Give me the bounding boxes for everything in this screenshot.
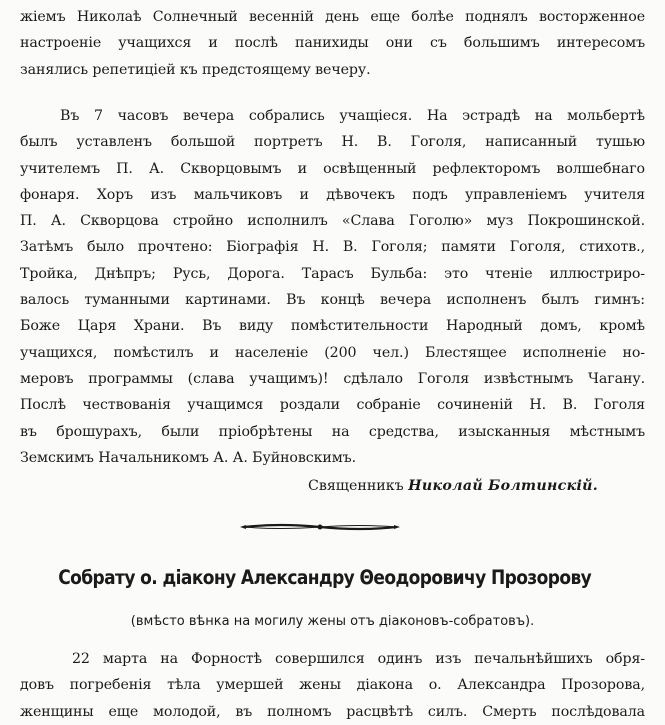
text-line: меровъ программы (слава учащимъ)! сдѣлало Гоголя извѣстнымъ Чагану. — [20, 370, 645, 387]
text-line: былъ уставленъ большой портретъ Н. В. Гоголя, написанный тушью — [20, 134, 645, 151]
text-line: Затѣмъ было прочтено: Біографія Н. В. Гоголя; памяти Гоголя, стихотв., — [20, 239, 645, 256]
text-line: Земскимъ Начальникомъ А. А. Буйновскимъ. — [20, 449, 356, 466]
ornamental-divider-icon — [240, 519, 400, 535]
text-line: валось туманными картинами. Въ концѣ вечера исполненъ былъ гимнъ: — [20, 292, 645, 309]
text-line: 22 марта на Форностѣ совершился одинъ изъ печальнѣйшихъ обря- — [72, 651, 645, 667]
signature-name: Николай Болтинскій. — [408, 478, 599, 494]
text-line: настроеніе учащихся и послѣ панихиды они съ большимъ интересомъ — [20, 35, 645, 52]
signature-title: Священникъ — [308, 478, 404, 494]
article-subheading: (вмѣсто вѣнка на могилу жены отъ діаконовъ-собратовъ). — [130, 614, 535, 629]
text-line: Боже Царя Храни. Въ виду помѣстительности Народный домъ, кромѣ — [20, 318, 645, 335]
text-line: П. А. Скворцова стройно исполнилъ «Слава Гоголю» муз Покрошинской. — [20, 213, 645, 230]
text-line: Послѣ чествованія учащимся роздали собраніе сочиненій Н. В. Гоголя — [20, 397, 645, 414]
paragraph-3 — [20, 646, 645, 725]
paragraph-1 — [20, 4, 645, 83]
signature — [308, 478, 628, 494]
text-line: жіемъ Николаѣ Солнечный весенній день еще болѣе поднялъ восторженное — [20, 9, 645, 25]
text-line: въ брошурахъ, были пріобрѣтены на средства, изысканныя мѣстнымъ — [20, 423, 645, 440]
text-line: занялись репетиціей къ предстоящему вечеру. — [20, 61, 371, 78]
text-line: фонаря. Хоръ изъ мальчиковъ и дѣвочекъ подъ управленіемъ учителя — [20, 186, 645, 203]
text-line: учителемъ П. А. Скворцовымъ и освѣщенный рефлекторомъ волшебнаго — [20, 160, 645, 177]
text-line: довъ погребенія тѣла умершей жены діакона о. Александра Прозорова, — [20, 677, 645, 694]
text-line: женщины еще молодой, въ полномъ расцвѣтѣ силъ. Смерть послѣдовала — [20, 703, 645, 720]
article-heading: Собрату о. діакону Александру Θеодоровичу Прозорову — [58, 566, 592, 589]
text-line: учащихся, помѣстилъ и населеніе (200 чел.) Блестящее исполненіе но- — [20, 344, 645, 361]
text-line: Въ 7 часовъ вечера собрались учащіеся. На эстрадѣ на мольбертѣ — [60, 108, 645, 124]
text-line: Тройка, Днѣпръ; Русь, Дорога. Тарасъ Бульба: это чтеніе иллюстриро- — [20, 265, 645, 282]
paragraph-2 — [20, 103, 645, 471]
